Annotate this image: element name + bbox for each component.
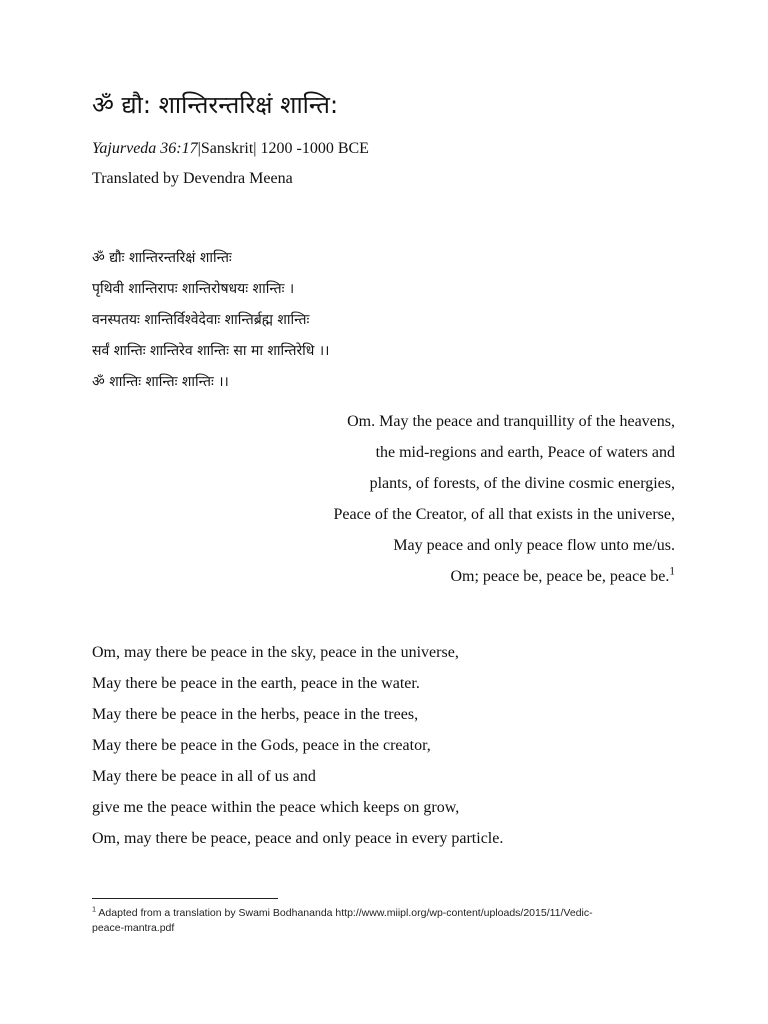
sanskrit-verse — [92, 246, 329, 401]
source-citation: Yajurveda 36:17 — [92, 140, 198, 157]
footnote-line — [92, 906, 684, 921]
translation-line: Om, may there be peace in the sky, peace in the universe, — [92, 644, 459, 661]
translator-line: Translated by Devendra Meena — [92, 170, 293, 187]
translation-left-aligned — [92, 641, 503, 858]
translation-line: May there be peace in the Gods, peace in the creator, — [92, 737, 431, 754]
footnote-line-continued: peace-mantra.pdf — [92, 922, 175, 934]
translation-line: May there be peace in the herbs, peace in the trees, — [92, 706, 419, 723]
translation-line: May peace and only peace flow unto me/us. — [393, 537, 675, 554]
sanskrit-line: पृथिवी शान्तिरापः शान्तिरोषधयः शान्तिः । — [92, 281, 295, 297]
translation-line: Peace of the Creator, of all that exists in the universe, — [333, 506, 675, 523]
footnote — [92, 906, 684, 936]
source-line — [92, 138, 369, 160]
sanskrit-line: वनस्पतयः शान्तिर्विश्वेदेवाः शान्तिर्ब्रह्म शान्तिः — [92, 312, 310, 328]
translation-line: give me the peace within the peace which keeps on grow, — [92, 799, 460, 816]
sanskrit-line: ॐ शान्तिः शान्तिः शान्तिः ।। — [92, 374, 229, 390]
translation-line: Om, may there be peace, peace and only peace in every particle. — [92, 830, 504, 847]
translation-line: May there be peace in the earth, peace in the water. — [92, 675, 420, 692]
sanskrit-line: ॐ द्यौः शान्तिरन्तरिक्षं शान्तिः — [92, 250, 232, 266]
footnote-mark: 1 — [92, 904, 97, 914]
translation-line-last — [334, 565, 675, 596]
page-title: ॐ द्यौ: शान्तिरन्तरिक्षं शान्ति: — [92, 91, 339, 119]
translation-line: the mid-regions and earth, Peace of waters and — [375, 444, 675, 461]
footnote-reference: 1 — [669, 565, 675, 578]
source-details: |Sanskrit| 1200 -1000 BCE — [197, 140, 369, 157]
translation-line: plants, of forests, of the divine cosmic energies, — [369, 475, 675, 492]
translation-line: Om. May the peace and tranquillity of the heavens, — [347, 413, 675, 430]
footnote-divider — [92, 898, 278, 899]
sanskrit-line: सर्वं शान्तिः शान्तिरेव शान्तिः सा मा शान्तिरेधि ।। — [92, 343, 330, 359]
translation-right-aligned — [334, 410, 675, 596]
translation-line: May there be peace in all of us and — [92, 768, 316, 785]
footnote-text: Adapted from a translation by Swami Bodhananda http://www.miipl.org/wp-content/uploads/2015/11/Vedic- — [96, 907, 593, 919]
translation-line-text: Om; peace be, peace be, peace be. — [450, 568, 670, 585]
